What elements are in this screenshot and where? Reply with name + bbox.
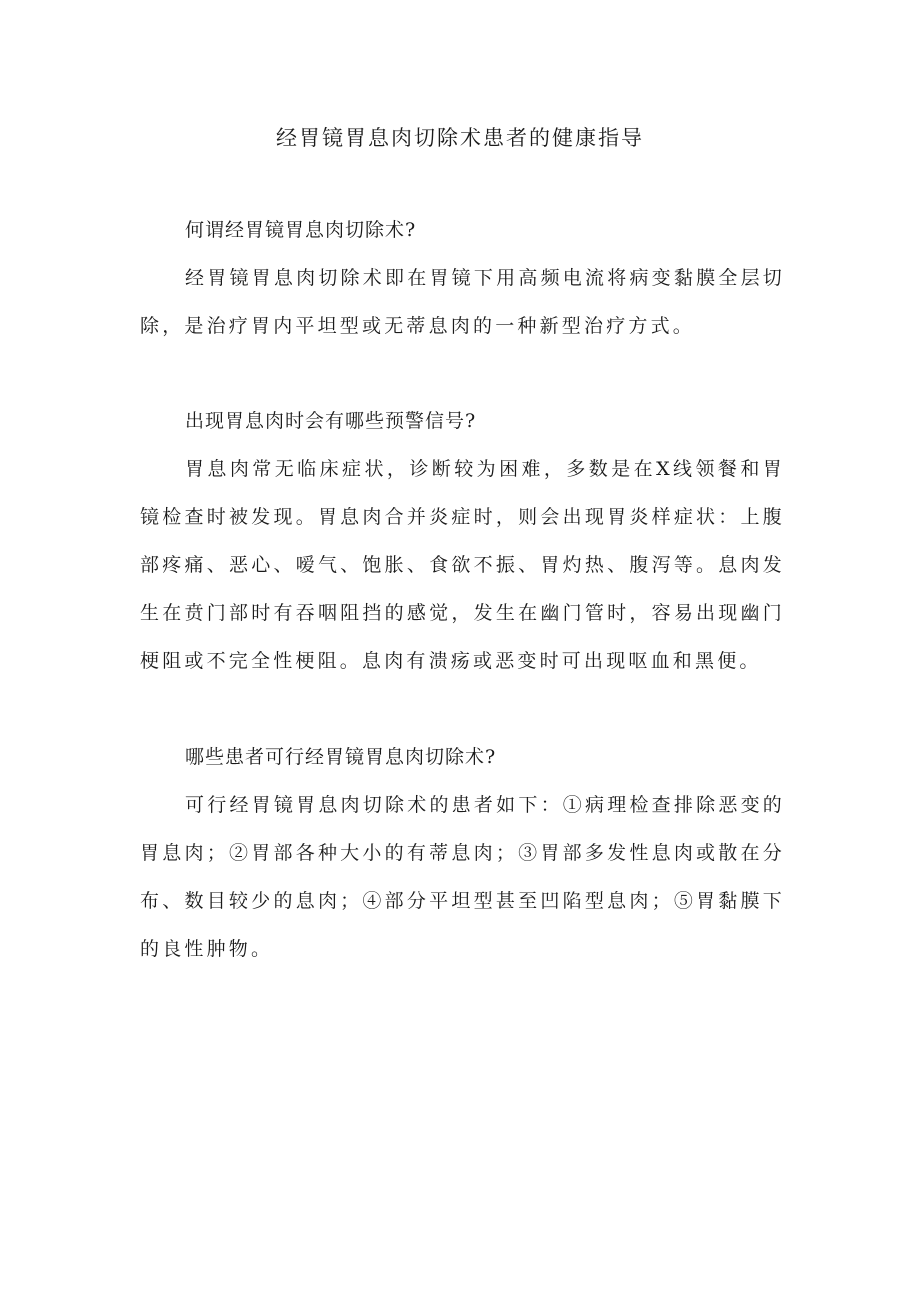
section-body: 胃息肉常无临床症状，诊断较为困难，多数是在X线领餐和胃镜检查时被发现。胃息肉合并炎症时，则会出现胃炎样症状：上腹部疼痛、恶心、嗳气、饱胀、食欲不振、胃灼热、腹泻等。息肉发生在贲门部时有吞咽阻挡的感觉，发生在幽门管时，容易出现幽门梗阻或不完全性梗阻。息肉有溃疡或恶变时可出现呕血和黑便。	[140, 458, 785, 672]
section-eligible-patients	[140, 733, 785, 973]
section-heading: 哪些患者可行经胃镜胃息肉切除术?	[185, 746, 497, 768]
section-body: 可行经胃镜胃息肉切除术的患者如下：①病理检查排除恶变的胃息肉；②胃部各种大小的有蒂息肉；③胃部多发性息肉或散在分布、数目较少的息肉；④部分平坦型甚至凹陷型息肉；⑤胃黏膜下的良性肿物。	[140, 794, 785, 960]
section-heading: 何谓经胃镜胃息肉切除术?	[185, 219, 417, 241]
section-what-is-procedure	[140, 206, 785, 350]
document-title: 经胃镜胃息肉切除术患者的健康指导	[276, 126, 644, 150]
section-heading: 出现胃息肉时会有哪些预警信号?	[185, 410, 477, 432]
section-warning-signs	[140, 397, 785, 685]
section-body: 经胃镜胃息肉切除术即在胃镜下用高频电流将病变黏膜全层切除，是治疗胃内平坦型或无蒂息肉的一种新型治疗方式。	[140, 267, 785, 337]
